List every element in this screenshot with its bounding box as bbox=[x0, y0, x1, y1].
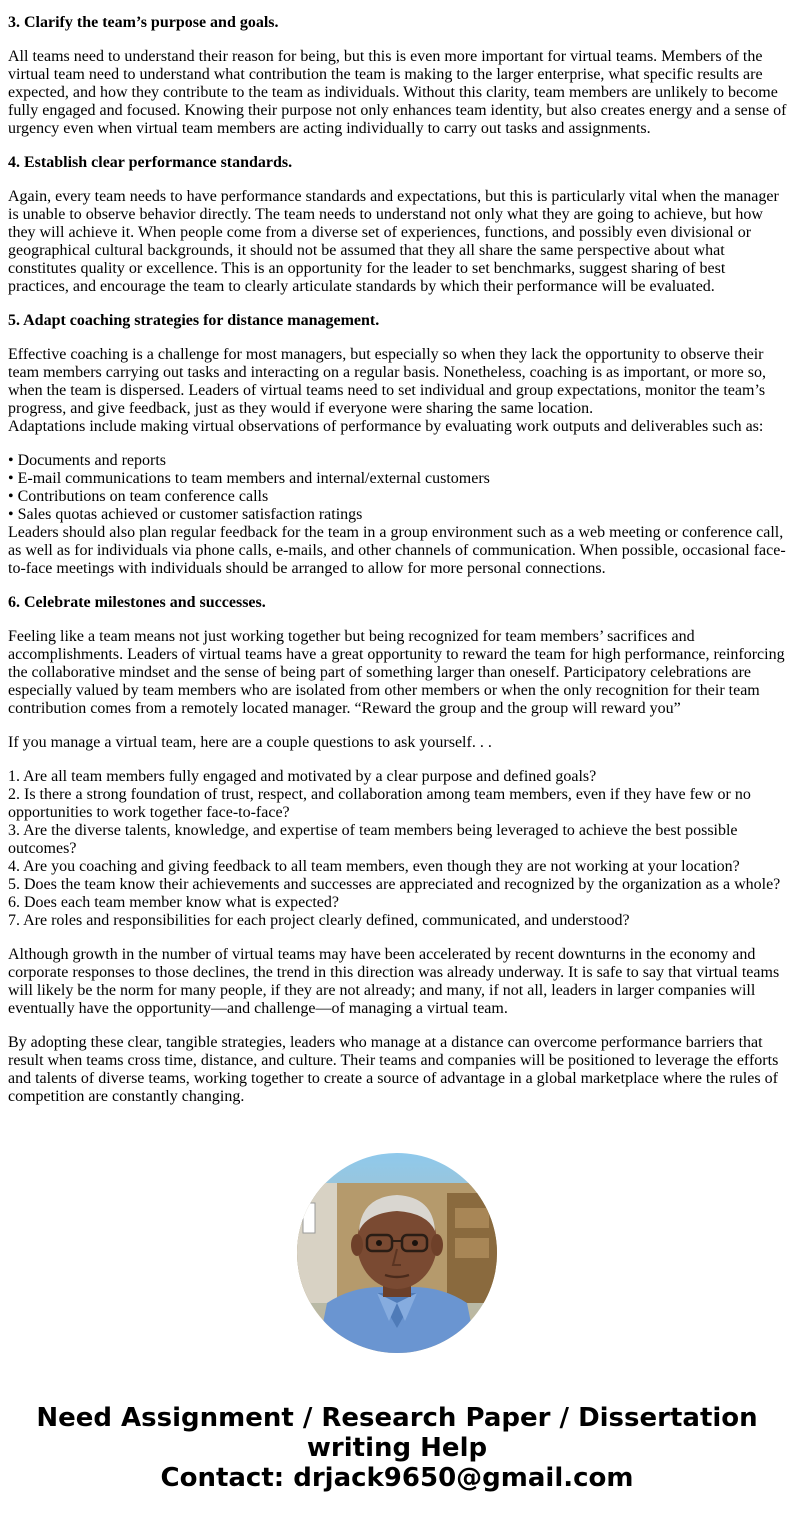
section-5-heading: 5. Adapt coaching strategies for distance management. bbox=[8, 312, 380, 329]
section-5-paragraph-2: Adaptations include making virtual observations of performance by evaluating work outputs and deliverables such as: bbox=[8, 418, 764, 435]
questions-intro: If you manage a virtual team, here are a couple questions to ask yourself. . . bbox=[8, 734, 492, 751]
section-5-body bbox=[8, 346, 788, 436]
contact-banner bbox=[0, 1403, 794, 1493]
list-item: 7. Are roles and responsibilities for each project clearly defined, communicated, and understood? bbox=[8, 912, 630, 929]
deliverables-list bbox=[8, 452, 788, 578]
section-6-heading: 6. Celebrate milestones and successes. bbox=[8, 594, 266, 611]
promo-line-2: writing Help bbox=[306, 1433, 488, 1463]
article-body bbox=[8, 14, 788, 1122]
section-5-paragraph-3: Leaders should also plan regular feedback for the team in a group environment such as a web meeting or conference call, as well as for individuals via phone calls, e-mails, and other channels of communication. When possible, occasional face-to-face meetings with individuals should be arranged to allow for more personal connections. bbox=[8, 524, 786, 577]
list-item: • Sales quotas achieved or customer satisfaction ratings bbox=[8, 506, 363, 523]
list-item: • E-mail communications to team members and internal/external customers bbox=[8, 470, 490, 487]
section-4-body: Again, every team needs to have performance standards and expectations, but this is particularly vital when the manager is unable to observe behavior directly. The team needs to understand not only what they are going to achieve, but how they will achieve it. When people come from a diverse set of experiences, functions, and possibly even divisional or geographical cultural backgrounds, it should not be assumed that they all share the same perspective about what constitutes quality or excellence. This is an opportunity for the leader to set benchmarks, suggest sharing of best practices, and encourage the team to clearly articulate standards by which their performance will be evaluated. bbox=[8, 188, 779, 295]
promo-contact-line: Contact: drjack9650@gmail.com bbox=[160, 1463, 634, 1493]
list-item: 4. Are you coaching and giving feedback to all team members, even though they are not working at your location? bbox=[8, 858, 740, 875]
section-6-body: Feeling like a team means not just working together but being recognized for team members’ sacrifices and accomplishments. Leaders of virtual teams have a great opportunity to reward the team for high performance, reinforcing the collaborative mindset and the sense of being part of something larger than oneself. Participatory celebrations are especially valued by team members who are isolated from other members or when the only recognition for their team contribution comes from a remotely located manager. “Reward the group and the group will reward you” bbox=[8, 628, 785, 717]
questions-list bbox=[8, 768, 788, 930]
list-item: • Contributions on team conference calls bbox=[8, 488, 269, 505]
list-item: • Documents and reports bbox=[8, 452, 167, 469]
list-item: 1. Are all team members fully engaged and motivated by a clear purpose and defined goals? bbox=[8, 768, 597, 785]
list-item: 3. Are the diverse talents, knowledge, and expertise of team members being leveraged to achieve the best possible outcomes? bbox=[8, 822, 738, 857]
closing-paragraph-2: By adopting these clear, tangible strategies, leaders who manage at a distance can overcome performance barriers that result when teams cross time, distance, and culture. Their teams and companies will be positioned to leverage the efforts and talents of diverse teams, working together to create a source of advantage in a global marketplace where the rules of competition are constantly changing. bbox=[8, 1034, 779, 1105]
list-item: 5. Does the team know their achievements and successes are appreciated and recognized by the organization as a whole? bbox=[8, 876, 781, 893]
closing-paragraph-1: Although growth in the number of virtual teams may have been accelerated by recent downturns in the economy and corporate responses to those declines, the trend in this direction was already underway. It is safe to say that virtual teams will likely be the norm for many people, if they are not already; and many, if not all, leaders in larger companies will eventually have the opportunity—and challenge—of managing a virtual team. bbox=[8, 946, 780, 1017]
section-4-heading: 4. Establish clear performance standards. bbox=[8, 154, 293, 171]
list-item: 2. Is there a strong foundation of trust, respect, and collaboration among team members, even if they have few or no opportunities to work together face-to-face? bbox=[8, 786, 751, 821]
promo-line-1: Need Assignment / Research Paper / Dissertation bbox=[36, 1403, 758, 1433]
section-3-body: All teams need to understand their reason for being, but this is even more important for virtual teams. Members of the virtual team need to understand what contribution the team is making to the larger enterprise, what specific results are expected, and how they contribute to the team as individuals. Without this clarity, team members are unlikely to become fully engaged and focused. Knowing their purpose not only enhances team identity, but also creates energy and a sense of urgency even when virtual team members are acting individually to carry out tasks and assignments. bbox=[8, 48, 787, 137]
author-avatar bbox=[297, 1153, 497, 1353]
section-5-paragraph-1: Effective coaching is a challenge for most managers, but especially so when they lack the opportunity to observe their team members carrying out tasks and interacting on a regular basis. Nonetheless, coaching is as important, or more so, when the team is dispersed. Leaders of virtual teams need to set individual and group expectations, monitor the team’s progress, and give feedback, just as they would if everyone were sharing the same location. bbox=[8, 346, 767, 417]
section-3-heading: 3. Clarify the team’s purpose and goals. bbox=[8, 14, 279, 31]
list-item: 6. Does each team member know what is expected? bbox=[8, 894, 339, 911]
author-portrait-image bbox=[297, 1153, 497, 1353]
